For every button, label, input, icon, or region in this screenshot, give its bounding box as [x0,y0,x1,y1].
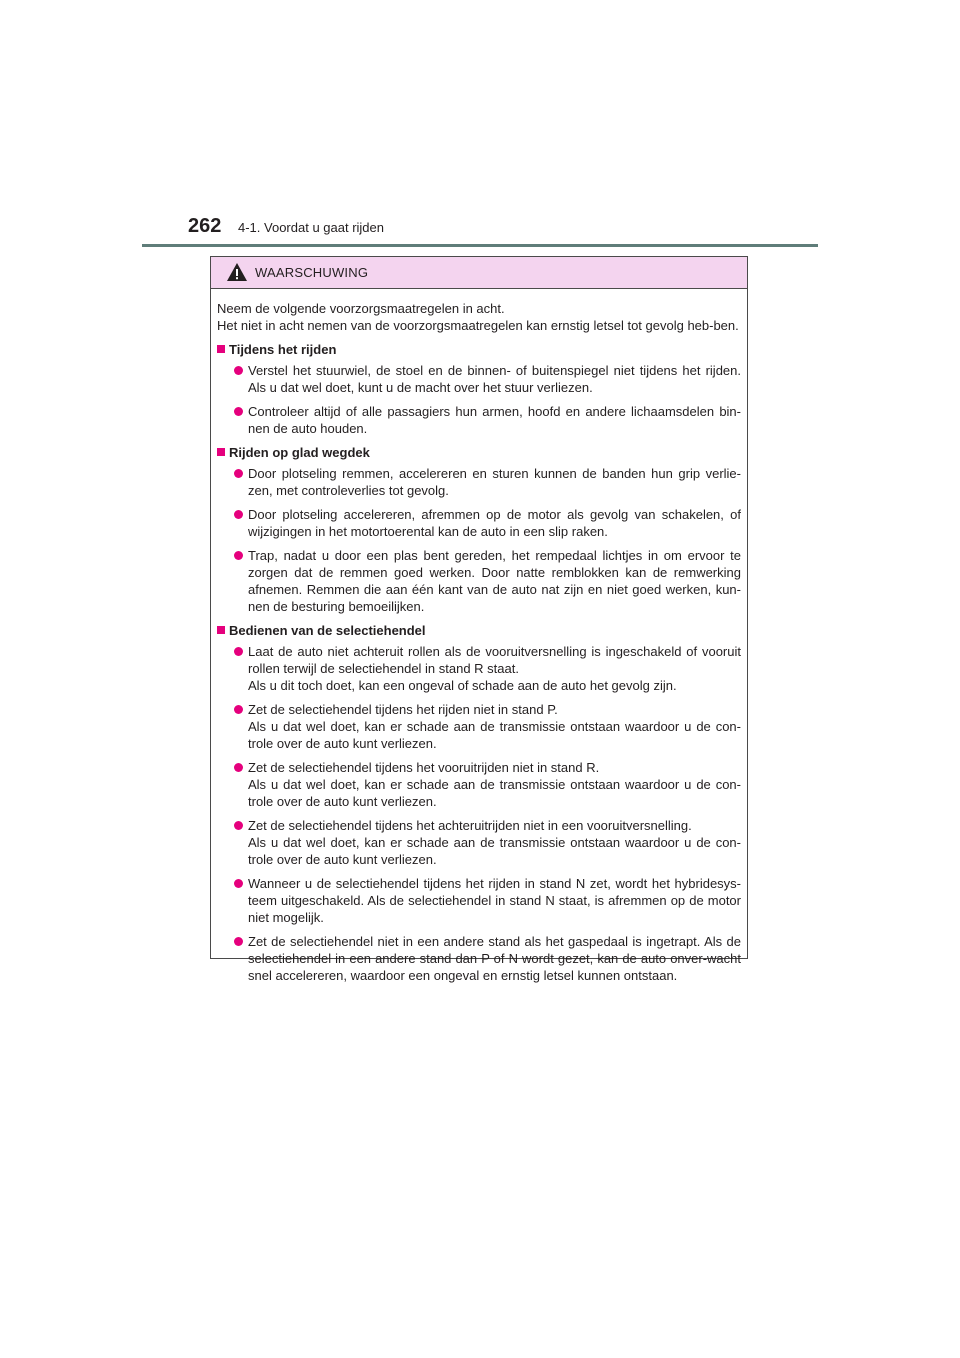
circle-bullet-icon [234,407,243,416]
list-item: Trap, nadat u door een plas bent gereden, het rempedaal lichtjes in om ervoor te zorgen dat de remmen goed werken. Door natte remblokken kan de remwerking afnemen. Remmen die aan één kant van de auto nat zijn en niet goed werken, kun-nen de besturing bemoeilijken. [217,547,741,615]
warning-header [211,257,747,289]
square-bullet-icon [217,345,225,353]
header-divider [142,244,818,247]
square-bullet-icon [217,626,225,634]
circle-bullet-icon [234,647,243,656]
circle-bullet-icon [234,937,243,946]
square-bullet-icon [217,448,225,456]
page-number: 262 [188,215,222,237]
warning-title: WAARSCHUWING [255,265,369,280]
warning-intro [217,300,741,334]
list-item: Zet de selectiehendel tijdens het vooruitrijden niet in stand R. Als u dat wel doet, kan er schade aan de transmissie ontstaan waardoor u de con-trole over de auto kunt verliezen. [217,759,741,810]
section-heading: Rijden op glad wegdek [217,444,741,461]
list-item: Wanneer u de selectiehendel tijdens het rijden in stand N zet, wordt het hybridesys-teem uitgeschakeld. Als de selectiehendel in stand N staat, is afremmen op de motor niet mogelijk. [217,875,741,926]
circle-bullet-icon [234,510,243,519]
list-item: Controleer altijd of alle passagiers hun armen, hoofd en andere lichaamsdelen bin-nen de auto houden. [217,403,741,437]
section-selector-lever [217,622,741,984]
circle-bullet-icon [234,366,243,375]
section-heading: Tijdens het rijden [217,341,741,358]
section-driving [217,341,741,437]
circle-bullet-icon [234,821,243,830]
list-item: Zet de selectiehendel tijdens het achteruitrijden niet in een vooruitversnelling. Als u dat wel doet, kan er schade aan de transmissie ontstaan waardoor u de con-trole over de auto kunt verliezen. [217,817,741,868]
warning-box [210,256,748,983]
list-item: Laat de auto niet achteruit rollen als de vooruitversnelling is ingeschakeld of vooruit rollen terwijl de selectiehendel in stand R staat. Als u dit toch doet, kan een ongeval of schade aan de auto het gevolg zijn. [217,643,741,694]
circle-bullet-icon [234,551,243,560]
warning-triangle-icon [226,262,248,282]
intro-line: Neem de volgende voorzorgsmaatregelen in acht. [217,301,505,316]
section-title: 4-1. Voordat u gaat rijden [238,220,384,235]
intro-line: Het niet in acht nemen van de voorzorgsmaatregelen kan ernstig letsel tot gevolg heb-ben. [217,318,739,333]
warning-body [211,289,747,984]
list-item: Door plotseling remmen, accelereren en sturen kunnen de banden hun grip verlie-zen, met controleverlies tot gevolg. [217,465,741,499]
circle-bullet-icon [234,763,243,772]
list-item: Door plotseling accelereren, afremmen op de motor als gevolg van schakelen, of wijzigingen in het motortoerental kan de auto in een slip raken. [217,506,741,540]
section-heading: Bedienen van de selectiehendel [217,622,741,639]
list-item: Zet de selectiehendel niet in een andere stand als het gaspedaal is ingetrapt. Als de selectiehendel in een andere stand dan P of N wordt gezet, kan de auto onver-wacht snel accelereren, waardoor een ongeval en ernstig letsel kunnen ontstaan. [217,933,741,984]
list-item: Verstel het stuurwiel, de stoel en de binnen- of buitenspiegel niet tijdens het rijden. Als u dat wel doet, kunt u de macht over het stuur verliezen. [217,362,741,396]
circle-bullet-icon [234,469,243,478]
page-header [142,214,818,246]
list-item: Zet de selectiehendel tijdens het rijden niet in stand P. Als u dat wel doet, kan er schade aan de transmissie ontstaan waardoor u de con-trole over de auto kunt verliezen. [217,701,741,752]
circle-bullet-icon [234,705,243,714]
circle-bullet-icon [234,879,243,888]
section-slippery-road [217,444,741,615]
